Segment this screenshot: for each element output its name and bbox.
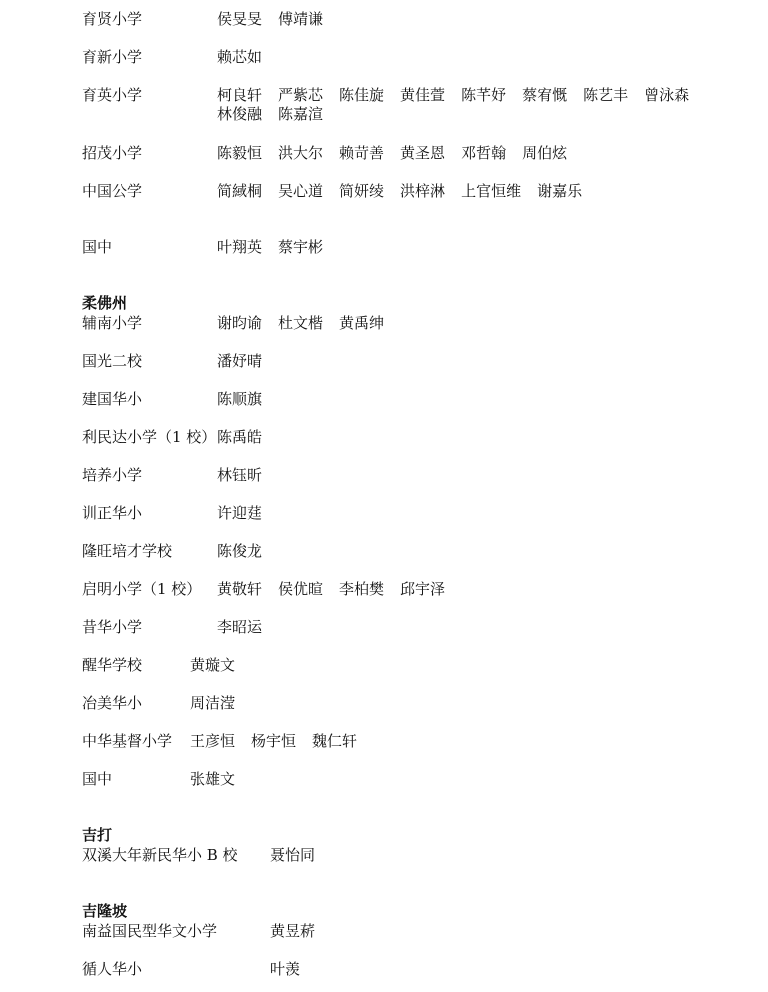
- student-name: 林俊融: [217, 105, 263, 123]
- student-names: [217, 542, 717, 561]
- student-names: [217, 144, 717, 163]
- section-heading: 吉打: [82, 826, 113, 844]
- student-names: [217, 428, 717, 447]
- student-name: 柯良轩: [217, 86, 263, 104]
- student-names: [190, 770, 710, 789]
- student-names: [217, 238, 717, 257]
- school-name: 国中: [82, 238, 113, 256]
- school-name: 中国公学: [82, 182, 143, 200]
- section-heading: 柔佛州: [82, 294, 128, 312]
- school-name: 国中: [82, 770, 113, 788]
- school-name: 建国华小: [82, 390, 143, 408]
- student-name: 洪大尔: [278, 144, 324, 162]
- student-name: 杨宇恒: [251, 732, 297, 750]
- student-name: 陈禹皓: [217, 428, 263, 446]
- student-names: [190, 732, 710, 751]
- student-names: [217, 182, 717, 201]
- student-name: 黄禹绅: [339, 314, 385, 332]
- student-name: 叶翔英: [217, 238, 263, 256]
- student-name: 黄圣恩: [400, 144, 446, 162]
- section-heading: 吉隆坡: [82, 902, 128, 920]
- student-name: 魏仁轩: [312, 732, 358, 750]
- student-name: 邓哲翰: [461, 144, 507, 162]
- school-name: 冶美华小: [82, 694, 143, 712]
- student-name: 许迎莛: [217, 504, 263, 522]
- school-name: 训正华小: [82, 504, 143, 522]
- student-name: 陈芊妤: [461, 86, 507, 104]
- student-name: 陈艺丰: [583, 86, 629, 104]
- school-name: 辅南小学: [82, 314, 143, 332]
- student-name: 周伯炫: [522, 144, 568, 162]
- school-name: 招茂小学: [82, 144, 143, 162]
- school-name: 醒华学校: [82, 656, 143, 674]
- student-names: [217, 352, 717, 371]
- student-name: 李昭运: [217, 618, 263, 636]
- student-name: 简緎桐: [217, 182, 263, 200]
- student-names: [217, 466, 717, 485]
- school-name: 南益国民型华文小学: [82, 922, 218, 940]
- student-name: 傅靖谦: [278, 10, 324, 28]
- student-name: 陈顺旗: [217, 390, 263, 408]
- student-names: [190, 656, 710, 675]
- student-name: 谢昀谕: [217, 314, 263, 332]
- student-names: [190, 694, 710, 713]
- school-name: 双溪大年新民华小 B 校: [82, 846, 238, 864]
- student-name: 周洁滢: [190, 694, 236, 712]
- student-name: 潘妤晴: [217, 352, 263, 370]
- school-name: 隆旺培才学校: [82, 542, 173, 560]
- student-name: 黄佳萱: [400, 86, 446, 104]
- student-name: 陈俊龙: [217, 542, 263, 560]
- student-names: [270, 922, 720, 941]
- student-name: 黄璇文: [190, 656, 236, 674]
- student-names: [217, 618, 717, 637]
- student-name: 李柏樊: [339, 580, 385, 598]
- student-name: 陈嘉渲: [278, 105, 324, 123]
- student-name: 赖芯如: [217, 48, 263, 66]
- student-name: 蔡宥慨: [522, 86, 568, 104]
- student-name: 林钰昕: [217, 466, 263, 484]
- student-name: 陈佳旋: [339, 86, 385, 104]
- school-name: 国光二校: [82, 352, 143, 370]
- student-names: [217, 580, 717, 599]
- student-name: 吴心道: [278, 182, 324, 200]
- school-name: 育贤小学: [82, 10, 143, 28]
- student-name: 张雄文: [190, 770, 236, 788]
- student-names: [217, 86, 717, 124]
- student-name: 杜文楷: [278, 314, 324, 332]
- school-name: 育英小学: [82, 86, 143, 104]
- student-name: 叶羡: [270, 960, 301, 978]
- student-name: 黄昱菥: [270, 922, 316, 940]
- student-name: 王彦恒: [190, 732, 236, 750]
- school-name: 育新小学: [82, 48, 143, 66]
- student-name: 邱宇泽: [400, 580, 446, 598]
- student-names: [217, 314, 717, 333]
- school-name: 利民达小学（1 校）: [82, 428, 217, 446]
- student-name: 曾泳森: [644, 86, 690, 104]
- school-name: 培养小学: [82, 466, 143, 484]
- student-name: 侯旻旻: [217, 10, 263, 28]
- student-name: 聂怡同: [270, 846, 316, 864]
- student-names: [217, 10, 717, 29]
- student-name: 简妍绫: [339, 182, 385, 200]
- student-name: 蔡宇彬: [278, 238, 324, 256]
- school-name: 昔华小学: [82, 618, 143, 636]
- student-name: 侯优暄: [278, 580, 324, 598]
- student-name: 谢嘉乐: [537, 182, 583, 200]
- school-name: 中华基督小学: [82, 732, 173, 750]
- student-name: 黄敬轩: [217, 580, 263, 598]
- student-names: [270, 960, 720, 979]
- school-name: 循人华小: [82, 960, 143, 978]
- student-name: 赖苛善: [339, 144, 385, 162]
- school-name: 启明小学（1 校）: [82, 580, 202, 598]
- student-name: 上官恒维: [461, 182, 522, 200]
- student-names: [270, 846, 720, 865]
- student-name: 陈毅恒: [217, 144, 263, 162]
- student-name: 严紫芯: [278, 86, 324, 104]
- student-names: [217, 390, 717, 409]
- student-name: 洪梓淋: [400, 182, 446, 200]
- student-names: [217, 504, 717, 523]
- student-names: [217, 48, 717, 67]
